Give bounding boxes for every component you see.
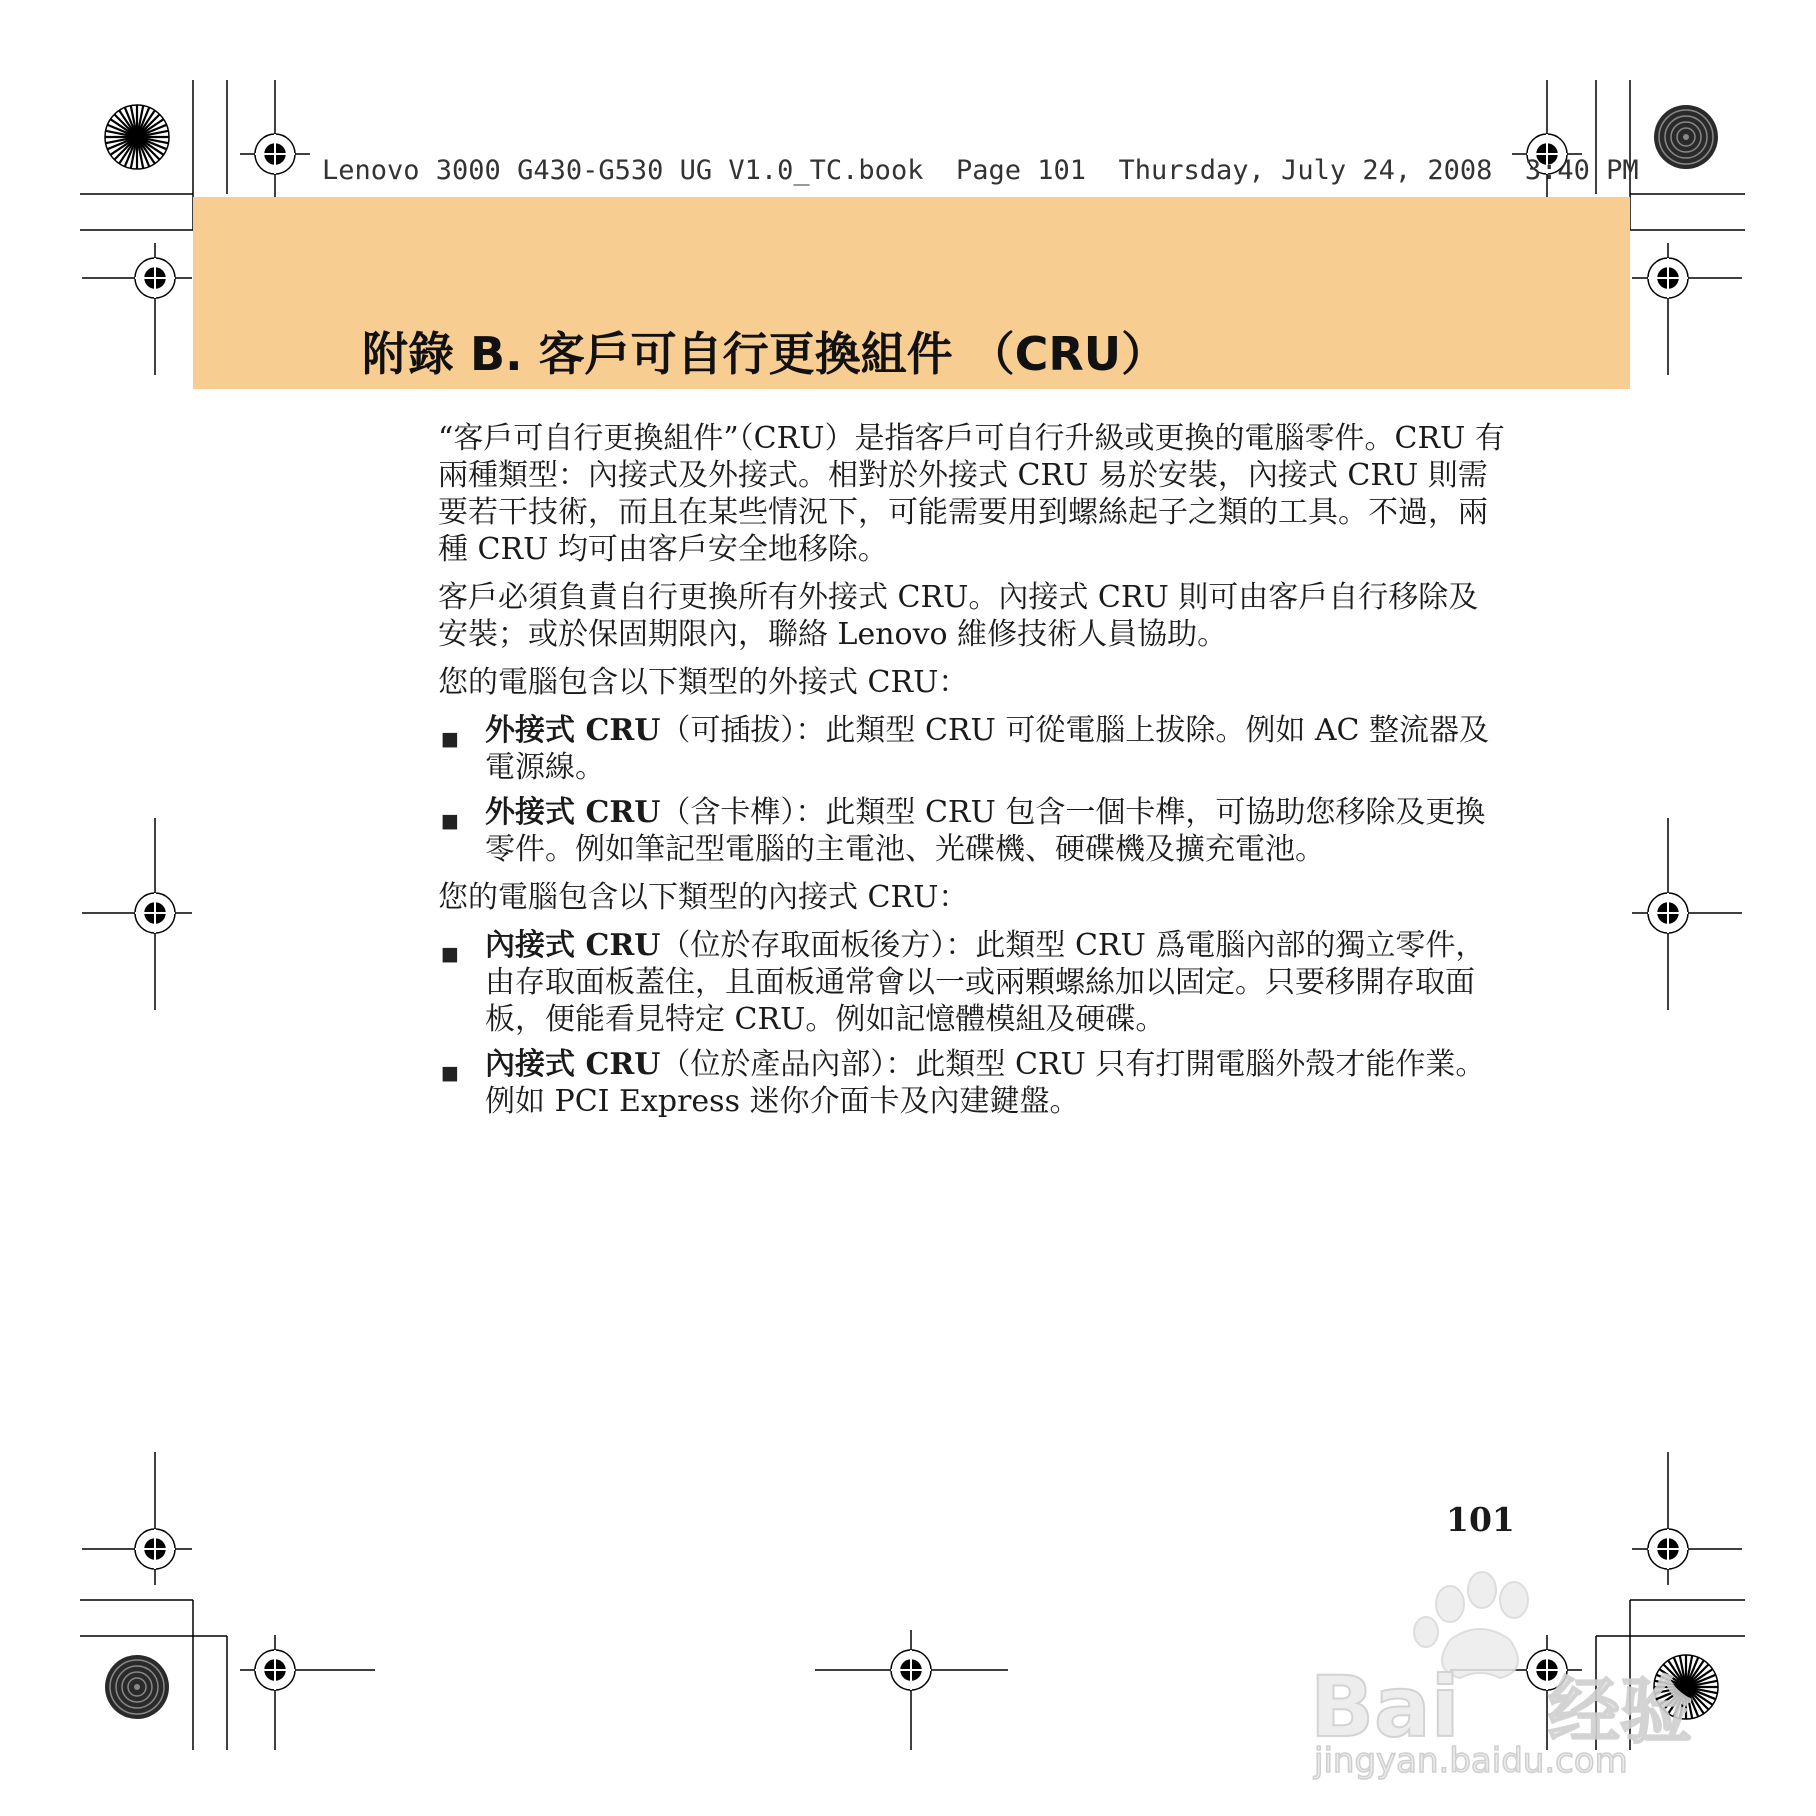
- watermark-brand-suffix: 经验: [1548, 1669, 1693, 1753]
- item-term: 外接式 CRU: [485, 795, 661, 830]
- chapter-title: 附錄 B. 客戶可自行更換組件 （CRU）: [362, 327, 1168, 381]
- page-number: 101: [1446, 1500, 1515, 1539]
- item-term: 外接式 CRU: [485, 713, 661, 748]
- bullet-icon: ■: [441, 810, 459, 832]
- external-cru-list: [438, 712, 1508, 868]
- item-qualifier: （含卡榫）: [660, 795, 796, 830]
- baidu-jingyan-watermark-logo: [1300, 1560, 1730, 1780]
- internal-cru-list: [438, 927, 1508, 1120]
- intro-paragraph: “客戶可自行更換組件”（CRU）是指客戶可自行升級或更換的電腦零件。CRU 有兩種類型：內接式及外接式。相對於外接式 CRU 易於安裝，內接式 CRU 則需要若干技術，而且在某些情況下，可能需要用到螺絲起子之類的工具。不過，兩種 CRU 均可由客戶安全地移除。: [438, 421, 1505, 567]
- registration-target-icon: [1632, 243, 1742, 375]
- registration-target-icon: [82, 1452, 192, 1585]
- item-description: ：此類型 CRU 爲電腦內部的獨立零件，由存取面板蓋住，且面板通常會以一或兩顆螺絲加以固定。只要移開存取面板，便能看見特定 CRU。例如記憶體模組及硬碟。: [485, 928, 1486, 1037]
- starburst-target-icon: [105, 105, 169, 169]
- watermark-brand: Bai: [1310, 1658, 1460, 1756]
- external-cru-intro: 您的電腦包含以下類型的外接式 CRU：: [438, 665, 969, 700]
- list-item: [438, 712, 1508, 786]
- registration-target-icon: [815, 1630, 1008, 1750]
- item-qualifier: （可插拔）: [660, 713, 796, 748]
- responsibility-paragraph: 客戶必須負責自行更換所有外接式 CRU。內接式 CRU 則可由客戶自行移除及安裝；或於保固期限內，聯絡 Lenovo 維修技術人員協助。: [438, 580, 1479, 652]
- list-item: [438, 1046, 1508, 1120]
- registration-target-icon: [240, 1635, 375, 1750]
- document-body: [438, 420, 1508, 1131]
- ring-target-icon: [1654, 105, 1718, 169]
- list-item: [438, 927, 1508, 1038]
- bullet-icon: ■: [441, 728, 459, 750]
- registration-target-icon: [82, 243, 192, 375]
- print-slug-line: Lenovo 3000 G430-G530 UG V1.0_TC.book Page 101 Thursday, July 24, 2008 3:40 PM: [322, 155, 1639, 186]
- item-qualifier: （位於產品內部）: [660, 1047, 886, 1082]
- bullet-icon: ■: [441, 943, 459, 965]
- internal-cru-intro: 您的電腦包含以下類型的內接式 CRU：: [438, 880, 969, 915]
- item-term: 內接式 CRU: [485, 1047, 661, 1082]
- ring-target-icon: [105, 1655, 169, 1719]
- item-description: ：此類型 CRU 只有打開電腦外殼才能作業。例如 PCI Express 迷你介面卡及內建鍵盤。: [485, 1047, 1486, 1119]
- bullet-icon: ■: [441, 1062, 459, 1084]
- watermark-url: jingyan.baidu.com: [1314, 1741, 1628, 1780]
- item-description: ：此類型 CRU 包含一個卡榫，可協助您移除及更換零件。例如筆記型電腦的主電池、光碟機、硬碟機及擴充電池。: [485, 795, 1486, 867]
- item-term: 內接式 CRU: [485, 928, 661, 963]
- item-description: ：此類型 CRU 可從電腦上拔除。例如 AC 整流器及電源線。: [485, 713, 1490, 785]
- registration-target-icon: [82, 818, 192, 1010]
- list-item: [438, 794, 1508, 868]
- registration-target-icon: [1632, 818, 1742, 1010]
- item-qualifier: （位於存取面板後方）: [660, 928, 946, 963]
